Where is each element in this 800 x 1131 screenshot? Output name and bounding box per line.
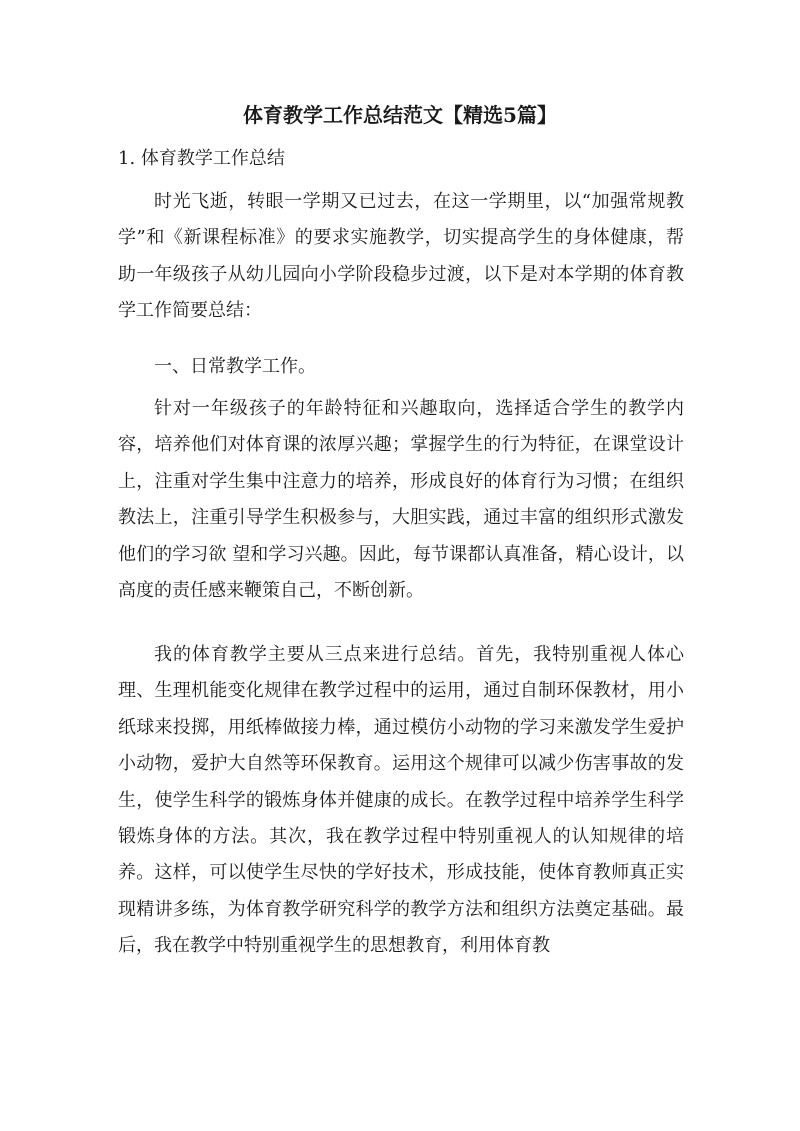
paragraph-teaching-approach: 针对一年级孩子的年龄特征和兴趣取向，选择适合学生的教学内容，培养他们对体育课的浓厚兴趣；掌握学生的行为特征，在课堂设计上，注重对学生集中注意力的培养，形成良好的体育行为习惯；在组织教法上，注重引导学生积极参与，大胆实践，通过丰富的组织形式激发他们的学习欲 望和学习兴趣。因此，每节课都认真准备，精心设计，以高度的责任感来鞭策自己，不断创新。 [118,398,684,602]
paragraph-summary: 我的体育教学主要从三点来进行总结。首先，我特别重视人体心理、生理机能变化规律在教学过程中的运用，通过自制环保教材，用小纸球来投掷，用纸棒做接力棒，通过模仿小动物的学习来激发学生爱护小动物，爱护大自然等环保教育。运用这个规律可以减少伤害事故的发生，使学生科学的锻炼身体并健康的成长。在教学过程中培养学生科学锻炼身体的方法。其次，我在教学过程中特别重视人的认知规律的培养。这样，可以使学生尽快的学好技术，形成技能，使体育教师真正实现精讲多练，为体育教学研究科学的教学方法和组织方法奠定基础。最后，我在教学中特别重视学生的思想教育，利用体育教 [118,644,684,957]
section-heading: 1. 体育教学工作总结 [118,148,285,169]
document-title: 体育教学工作总结范文【精选5篇】 [243,103,557,127]
subheading-daily-teaching: 一、日常教学工作。 [154,356,316,377]
paragraph-intro: 时光飞逝，转眼一学期又已过去，在这一学期里，以“加强常规教学”和《新课程标准》的要求实施教学，切实提高学生的身体健康，帮助一年级孩子从幼儿园向小学阶段稳步过渡，以下是对本学期的体育教学工作简要总结： [118,191,684,322]
